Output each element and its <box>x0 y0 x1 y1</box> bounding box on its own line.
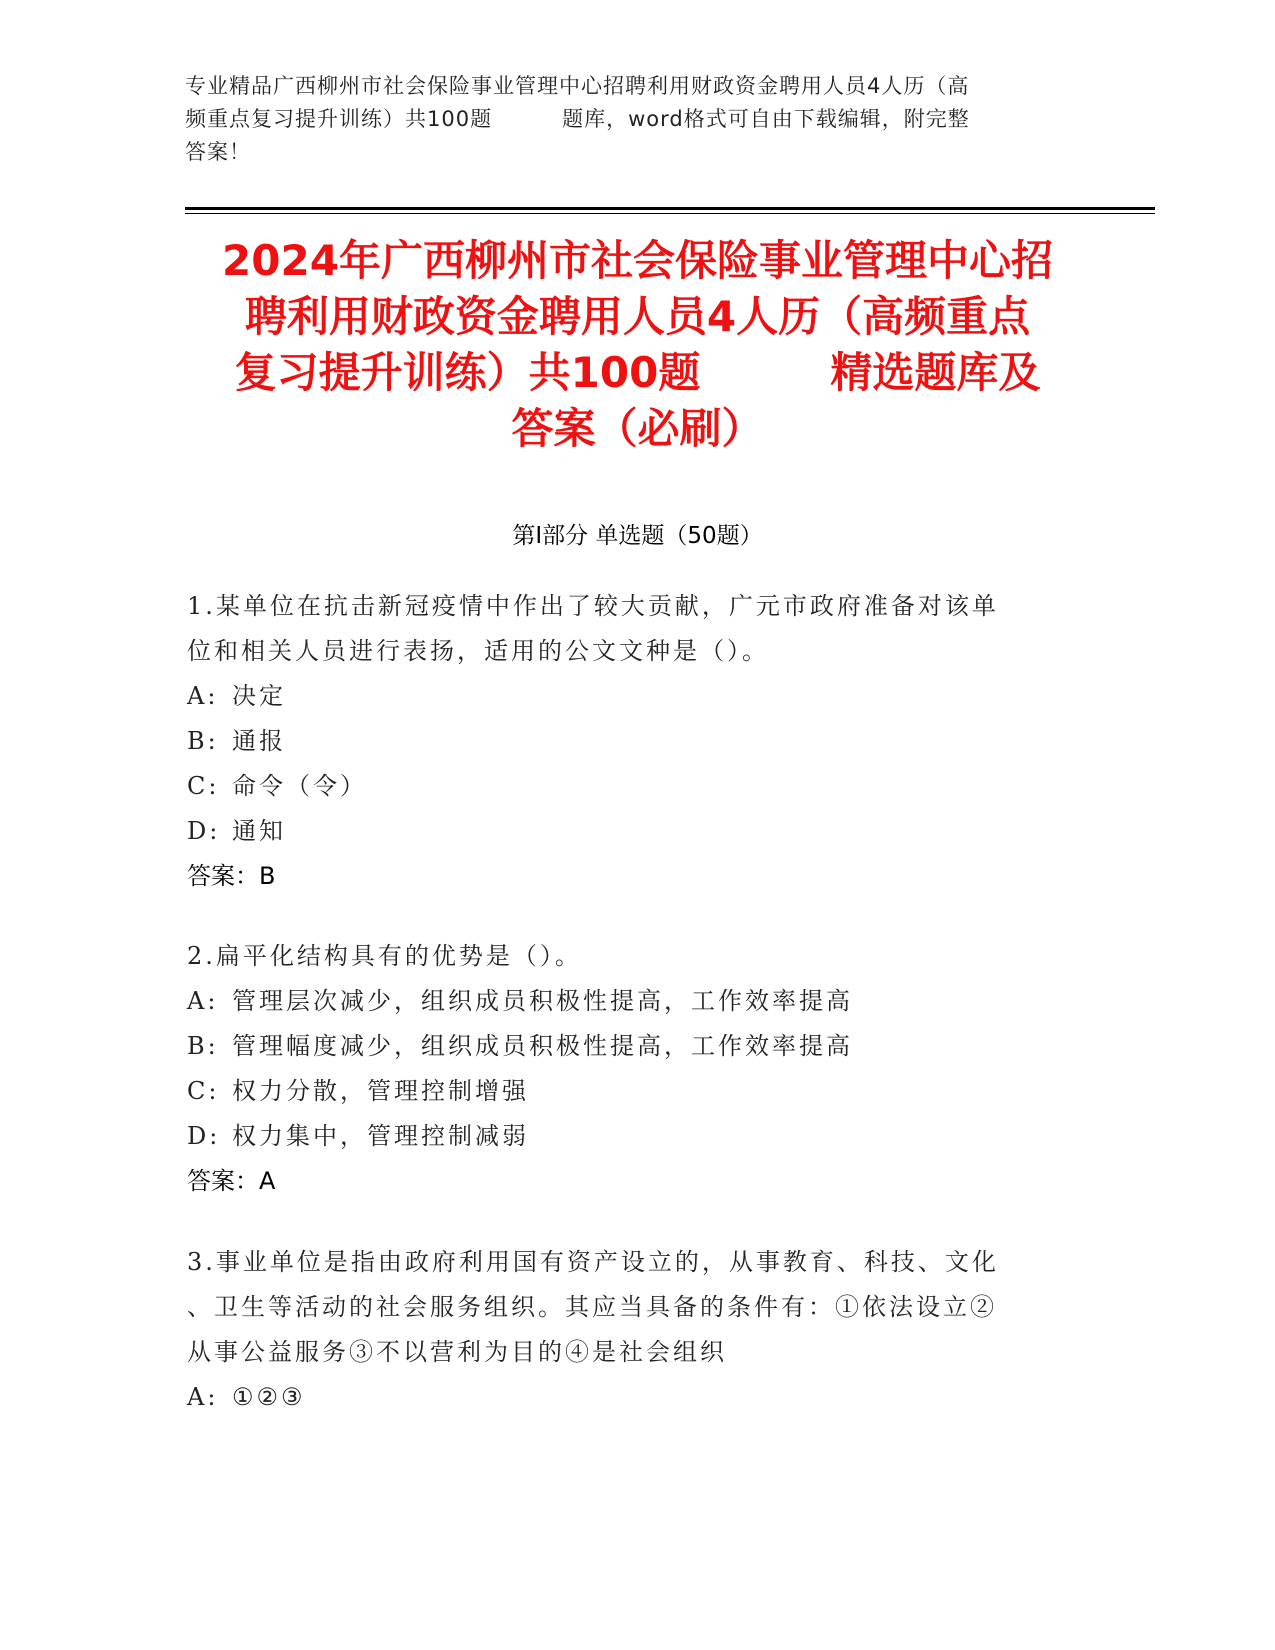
header-line-2: 频重点复习提升训练）共100题 题库，word格式可自由下载编辑，附完整 <box>185 107 970 131</box>
question-2 <box>187 934 1067 1204</box>
question-stem: 、卫生等活动的社会服务组织。其应当具备的条件有：①依法设立② <box>187 1293 997 1321</box>
question-stem: 2.扁平化结构具有的优势是（）。 <box>187 942 582 970</box>
option-d: D: 通知 <box>187 817 286 845</box>
option-b: B: 通报 <box>187 727 286 755</box>
header-note <box>185 70 1090 169</box>
header-line-1: 专业精品广西柳州市社会保险事业管理中心招聘利用财政资金聘用人员4人历（高 <box>185 74 970 98</box>
header-line-3: 答案！ <box>185 140 251 164</box>
divider-thick <box>185 207 1155 210</box>
section-title: 第Ⅰ部分 单选题（50题） <box>512 523 763 549</box>
question-stem: 从事公益服务③不以营利为目的④是社会组织 <box>187 1338 727 1366</box>
option-a: A: ①②③ <box>187 1383 306 1411</box>
option-a: A: 决定 <box>187 682 286 710</box>
option-c: C: 命令（令） <box>187 772 367 800</box>
option-b: B: 管理幅度减少，组织成员积极性提高，工作效率提高 <box>187 1032 853 1060</box>
divider-thin <box>185 213 1155 214</box>
answer: 答案：B <box>187 862 276 890</box>
question-3 <box>187 1240 1067 1420</box>
question-1 <box>187 584 1067 899</box>
option-a: A: 管理层次减少，组织成员积极性提高，工作效率提高 <box>187 987 853 1015</box>
answer: 答案：A <box>187 1167 276 1195</box>
question-stem: 3.事业单位是指由政府利用国有资产设立的，从事教育、科技、文化 <box>187 1248 999 1276</box>
option-d: D: 权力集中，管理控制减弱 <box>187 1122 529 1150</box>
question-stem: 1.某单位在抗击新冠疫情中作出了较大贡献，广元市政府准备对该单 <box>187 592 999 620</box>
document-title: 2024年广西柳州市社会保险事业管理中心招 聘利用财政资金聘用人员4人历（高频重点 复习提升训练）共100题 精选题库及 答案（必刷） <box>222 236 1053 453</box>
option-c: C: 权力分散，管理控制增强 <box>187 1077 529 1105</box>
question-stem: 位和相关人员进行表扬，适用的公文文种是（）。 <box>187 637 769 665</box>
